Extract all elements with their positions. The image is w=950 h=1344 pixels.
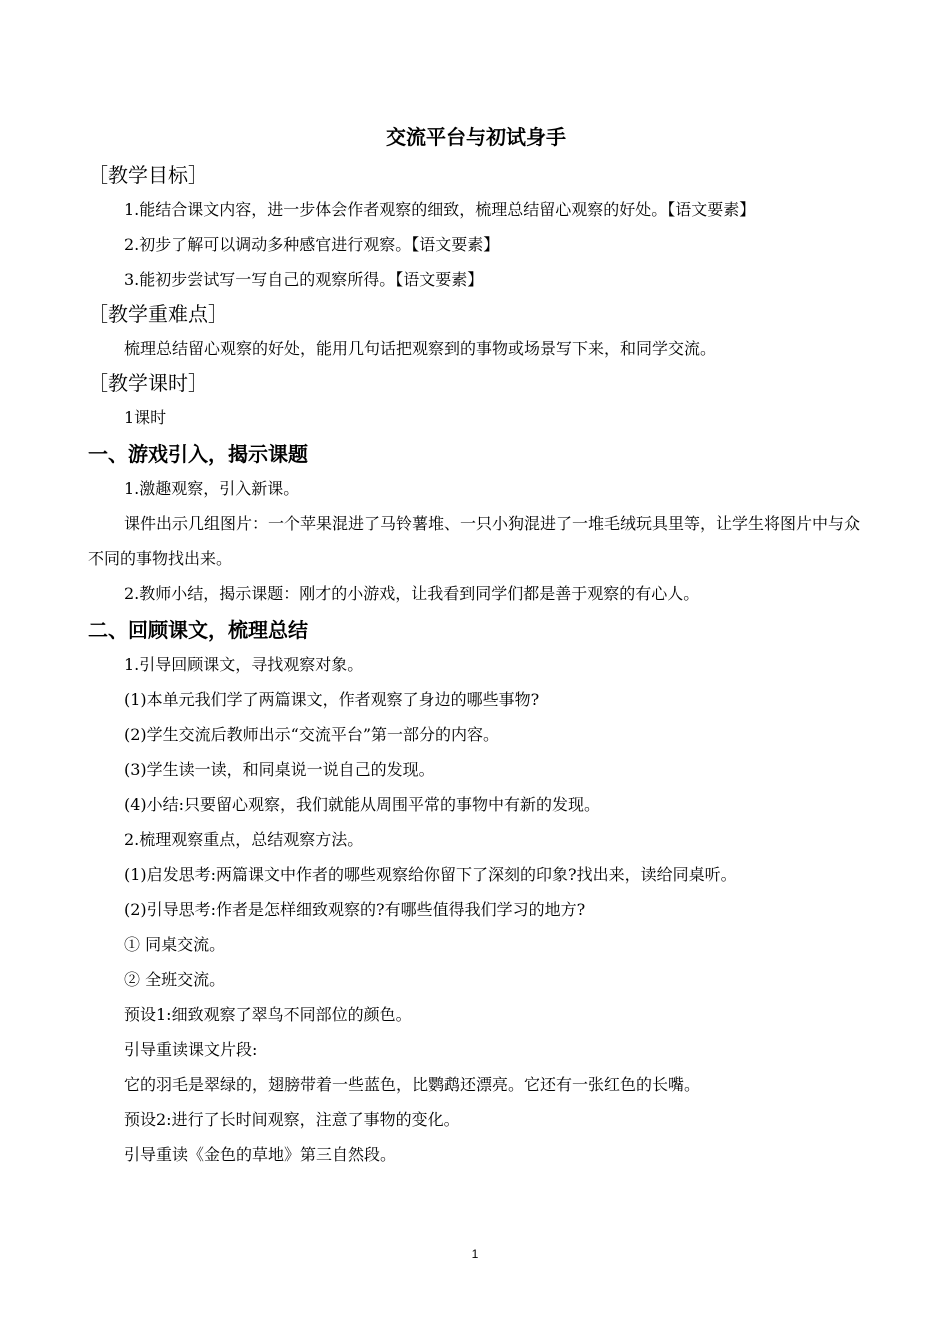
page-number: 1 bbox=[471, 1247, 479, 1261]
part1-paragraph: 1.激趣观察，引入新课。 bbox=[124, 479, 300, 498]
key-points-heading: ［教学重难点］ bbox=[88, 302, 228, 326]
part2-paragraph: 引导重读课文片段: bbox=[124, 1040, 258, 1059]
part1-paragraph: 课件出示几组图片：一个苹果混进了马铃薯堆、一只小狗混进了一堆毛绒玩具里等，让学生将图片中与众不同的事物找出来。 bbox=[88, 514, 861, 568]
part2-paragraph: 1.引导回顾课文，寻找观察对象。 bbox=[124, 655, 364, 674]
teaching-hours-heading: ［教学课时］ bbox=[88, 371, 208, 395]
part2-paragraph: ② 全班交流。 bbox=[124, 970, 226, 989]
part2-paragraph: (1)本单元我们学了两篇课文，作者观察了身边的哪些事物? bbox=[124, 690, 540, 709]
part1-heading: 一、游戏引入，揭示课题 bbox=[88, 442, 308, 466]
part2-paragraph: (2)学生交流后教师出示“交流平台”第一部分的内容。 bbox=[124, 725, 500, 744]
goal-item-1: 1.能结合课文内容，进一步体会作者观察的细致，梳理总结留心观察的好处。【语文要素】 bbox=[124, 200, 756, 219]
document-title: 交流平台与初试身手 bbox=[386, 125, 566, 149]
part2-paragraph: 它的羽毛是翠绿的，翅膀带着一些蓝色，比鹦鹉还漂亮。它还有一张红色的长嘴。 bbox=[124, 1075, 701, 1094]
teaching-hours-text: 1课时 bbox=[124, 408, 167, 427]
part2-paragraph: (3)学生读一读，和同桌说一说自己的发现。 bbox=[124, 760, 435, 779]
part2-paragraph: 2.梳理观察重点，总结观察方法。 bbox=[124, 830, 364, 849]
part2-paragraph: (4)小结:只要留心观察，我们就能从周围平常的事物中有新的发现。 bbox=[124, 795, 601, 814]
part2-paragraph: (2)引导思考:作者是怎样细致观察的?有哪些值得我们学习的地方? bbox=[124, 900, 586, 919]
part2-paragraph: (1)启发思考:两篇课文中作者的哪些观察给你留下了深刻的印象?找出来，读给同桌听。 bbox=[124, 865, 737, 884]
key-points-text: 梳理总结留心观察的好处，能用几句话把观察到的事物或场景写下来，和同学交流。 bbox=[124, 339, 717, 358]
part2-heading: 二、回顾课文，梳理总结 bbox=[88, 618, 308, 642]
goal-item-3: 3.能初步尝试写一写自己的观察所得。【语文要素】 bbox=[124, 270, 484, 289]
part2-paragraph: ① 同桌交流。 bbox=[124, 935, 226, 954]
teaching-goals-heading: ［教学目标］ bbox=[88, 163, 208, 187]
goal-item-2: 2.初步了解可以调动多种感官进行观察。【语文要素】 bbox=[124, 235, 500, 254]
document-body bbox=[88, 120, 864, 1172]
part2-paragraph: 引导重读《金色的草地》第三自然段。 bbox=[124, 1145, 397, 1164]
part2-paragraph: 预设2:进行了长时间观察，注意了事物的变化。 bbox=[124, 1110, 460, 1129]
part1-paragraph: 2.教师小结，揭示课题：刚才的小游戏，让我看到同学们都是善于观察的有心人。 bbox=[124, 584, 700, 603]
part2-paragraph: 预设1:细致观察了翠鸟不同部位的颜色。 bbox=[124, 1005, 412, 1024]
